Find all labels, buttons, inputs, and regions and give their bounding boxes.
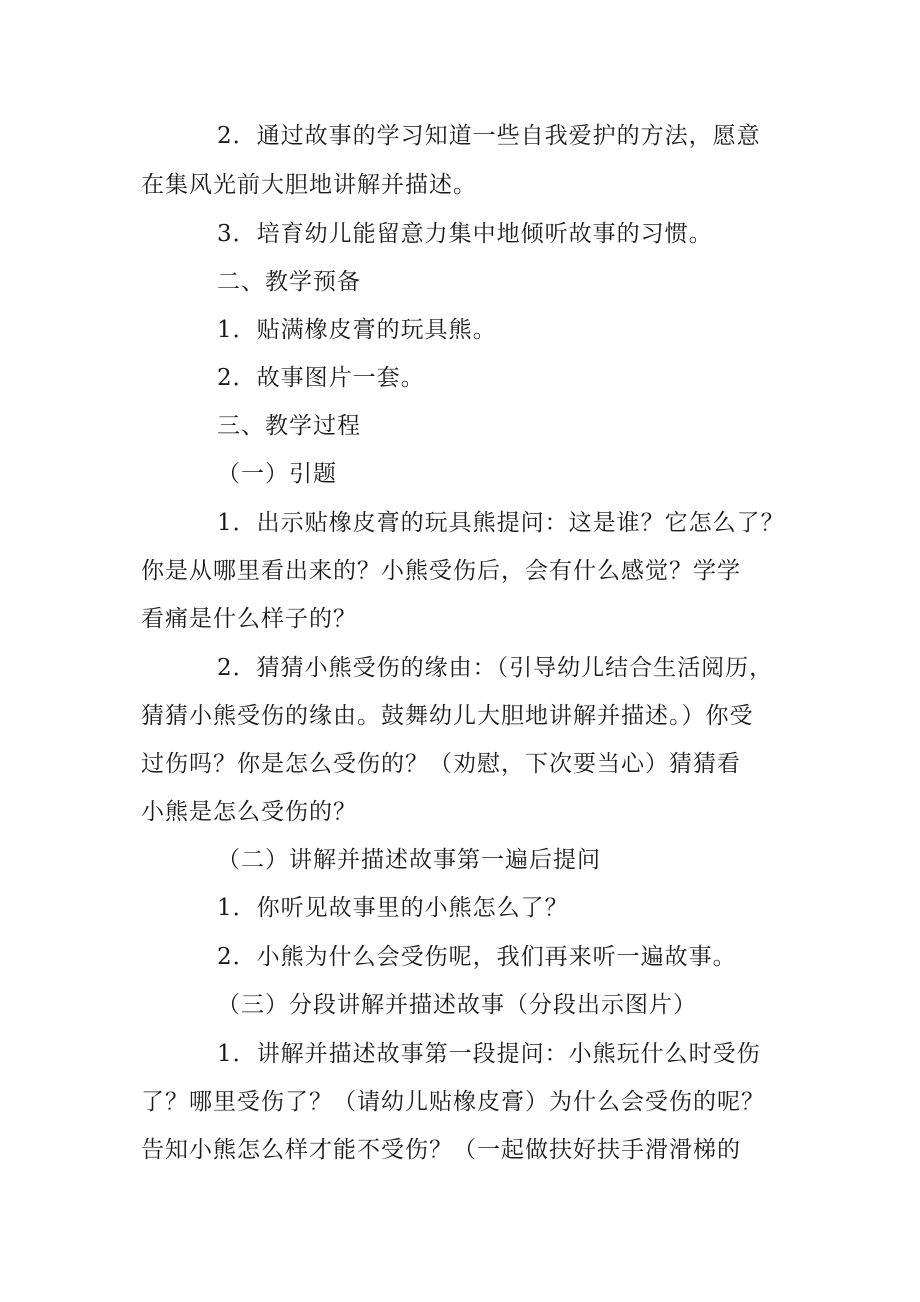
- preparation-item-2: 2．故事图片一套。: [217, 365, 425, 391]
- segmented-step-1-line-1: 1．讲解并描述故事第一段提问：小熊玩什么时受伤: [217, 1041, 761, 1067]
- objective-2-line-1: 2．通过故事的学习知道一些自我爱护的方法，愿意: [217, 123, 761, 149]
- section-heading-preparation: 二、教学预备: [217, 269, 361, 295]
- subsection-heading-intro: （一）引题: [217, 461, 337, 487]
- section-heading-process: 三、教学过程: [217, 413, 361, 439]
- objective-3: 3．培育幼儿能留意力集中地倾听故事的习惯。: [217, 221, 713, 247]
- intro-step-2-line-2: 猜猜小熊受伤的缘由。鼓舞幼儿大胆地讲解并描述。）你受: [141, 703, 754, 729]
- intro-step-1-line-1: 1．出示贴橡皮膏的玩具熊提问：这是谁？它怎么了？: [217, 510, 785, 536]
- subsection-heading-first-telling: （二）讲解并描述故事第一遍后提问: [217, 847, 601, 873]
- subsection-heading-segmented: （三）分段讲解并描述故事（分段出示图片）: [217, 992, 697, 1018]
- objective-2-line-2: 在集风光前大胆地讲解并描述。: [141, 172, 477, 198]
- segmented-step-1-line-2: 了？哪里受伤了？（请幼儿贴橡皮膏）为什么会受伤的呢？: [141, 1089, 765, 1115]
- intro-step-2-line-1: 2．猜猜小熊受伤的缘由：（引导幼儿结合生活阅历，: [217, 655, 774, 681]
- intro-step-2-line-3: 过伤吗？你是怎么受伤的？（劝慰，下次要当心）猜猜看: [141, 751, 741, 777]
- first-telling-question-2: 2．小熊为什么会受伤呢，我们再来听一遍故事。: [217, 944, 737, 970]
- intro-step-1-line-2: 你是从哪里看出来的？小熊受伤后，会有什么感觉？学学: [141, 558, 741, 584]
- intro-step-2-line-4: 小熊是怎么受伤的？: [141, 799, 357, 825]
- preparation-item-1: 1．贴满橡皮膏的玩具熊。: [217, 317, 497, 343]
- intro-step-1-line-3: 看痛是什么样子的？: [141, 606, 357, 632]
- first-telling-question-1: 1．你听见故事里的小熊怎么了？: [217, 895, 569, 921]
- segmented-step-1-line-3: 告知小熊怎么样才能不受伤？（一起做扶好扶手滑滑梯的: [141, 1137, 741, 1163]
